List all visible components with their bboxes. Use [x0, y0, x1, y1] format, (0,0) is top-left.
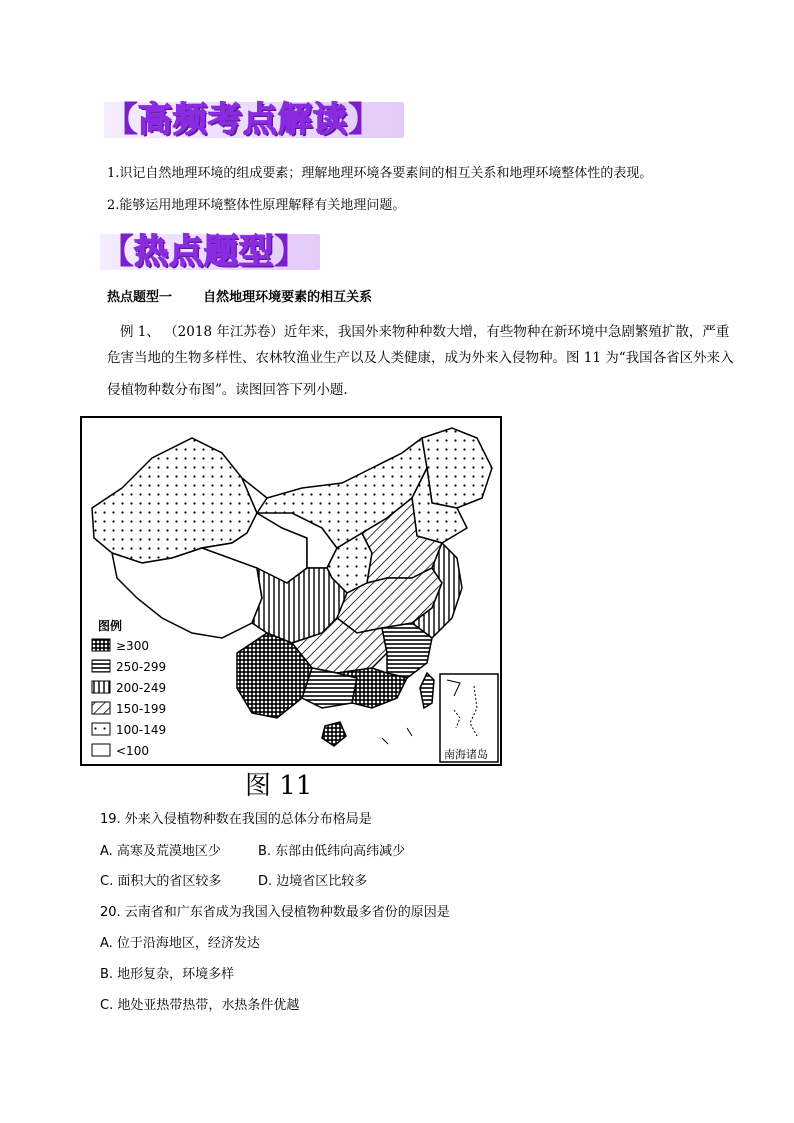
map-legend	[92, 618, 166, 758]
inset-label: 南海诸岛	[444, 748, 488, 761]
china-invasive-plant-map	[80, 416, 502, 766]
legend-item-3: 200-249	[116, 681, 167, 695]
legend-item-2: 250-299	[116, 660, 167, 674]
q20-option-a[interactable]: A. 位于沿海地区，经济发达	[100, 936, 260, 951]
q19-option-a[interactable]: A. 高寒及荒漠地区少	[100, 844, 221, 859]
q19-option-d[interactable]: D. 边境省区比较多	[258, 874, 368, 889]
region-hainan	[322, 722, 346, 746]
legend-title: 图例	[98, 619, 123, 633]
banner-bracket-left: 【	[104, 100, 138, 140]
example-line-2: 危害当地的生物多样性、农林牧渔业生产以及人类健康，成为外来入侵物种。图 11 为“我国各省区外来入	[107, 350, 734, 366]
region-taiwan	[420, 673, 434, 708]
figure-caption: 图 11	[245, 771, 313, 801]
region-heilongjiang	[422, 428, 492, 508]
hot-type-label: 热点题型一	[107, 290, 173, 305]
example-line-3: 侵植物种数分布图”。读图回答下列小题.	[107, 382, 348, 398]
q20-stem: 20. 云南省和广东省成为我国入侵植物种数最多省份的原因是	[100, 905, 450, 920]
section-banner-hot-types	[100, 232, 320, 272]
banner-bracket-right: 】	[274, 232, 308, 272]
banner-title: 热点题型	[134, 232, 274, 272]
section-banner-key-points	[104, 100, 404, 140]
example-line-1: 例 1、 （2018 年江苏卷）近年来，我国外来物种种数大增，有些物种在新环境中急剧繁殖扩散，严重	[120, 324, 730, 340]
inset-south-china-sea	[440, 674, 498, 762]
banner-bracket-right: 】	[348, 100, 382, 140]
point-2: 2.能够运用地理环境整体性原理解释有关地理问题。	[107, 198, 406, 213]
banner-bracket-left: 【	[100, 232, 134, 272]
point-1: 1.识记自然地理环境的组成要素；理解地理环境各要素间的相互关系和地理环境整体性的表现。	[107, 166, 653, 181]
legend-item-4: 150-199	[116, 702, 167, 716]
map-svg	[82, 418, 500, 764]
q20-option-b[interactable]: B. 地形复杂，环境多样	[100, 967, 235, 982]
hot-type-heading	[107, 288, 372, 308]
q19-option-b[interactable]: B. 东部由低纬向高纬减少	[258, 844, 406, 859]
legend-item-1: ≥300	[116, 639, 149, 653]
legend-item-5: 100-149	[116, 723, 167, 737]
q19-option-c[interactable]: C. 面积大的省区较多	[100, 874, 222, 889]
sea-border-dashes	[382, 728, 412, 744]
q20-option-c[interactable]: C. 地处亚热带热带，水热条件优越	[100, 998, 300, 1013]
hot-type-title: 自然地理环境要素的相互关系	[203, 290, 373, 305]
q19-stem: 19. 外来入侵植物种数在我国的总体分布格局是	[100, 812, 372, 827]
banner-title: 高频考点解读	[138, 100, 348, 140]
legend-item-6: <100	[116, 744, 149, 758]
